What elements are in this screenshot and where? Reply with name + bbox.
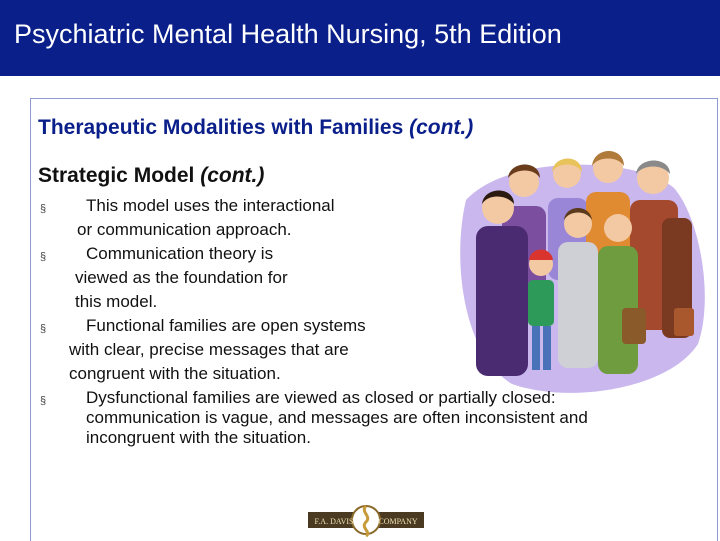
slide-title [38,116,473,140]
header-bar [0,0,720,76]
bullet-line: or communication approach. [77,220,292,239]
bullet-line: This model uses the interactional [86,196,335,215]
subtitle-text: Strategic Model [38,164,195,187]
bullet-line: Functional families are open systems [86,316,366,335]
bullet-marker: § [40,323,47,335]
section-subtitle [38,164,264,188]
slide-title-suffix: (cont.) [409,116,474,139]
bullet-marker: § [40,395,47,407]
logo-right-text: COMPANY [378,517,418,526]
bullet-marker: § [40,251,47,263]
subtitle-suffix: (cont.) [200,164,265,187]
slide-title-text: Therapeutic Modalities with Families [38,116,404,139]
bullet-line: Communication theory is [86,244,274,263]
bullet-line: communication is vague, and messages are often inconsistent and [86,408,588,427]
header-title: Psychiatric Mental Health Nursing, 5th Edition [14,19,562,49]
bullet-line: congruent with the situation. [69,364,281,383]
bullet-line: Dysfunctional families are viewed as closed or partially closed: [86,388,556,407]
fa-davis-logo [308,500,424,540]
bullet-line: this model. [75,292,158,311]
logo-left-text: F.A. DAVIS [314,517,354,526]
bullet-line: incongruent with the situation. [86,428,311,447]
bullet-line: viewed as the foundation for [75,268,288,287]
bullet-line: with clear, precise messages that are [69,340,349,359]
bullet-marker: § [40,203,47,215]
family-group-illustration [448,148,710,396]
